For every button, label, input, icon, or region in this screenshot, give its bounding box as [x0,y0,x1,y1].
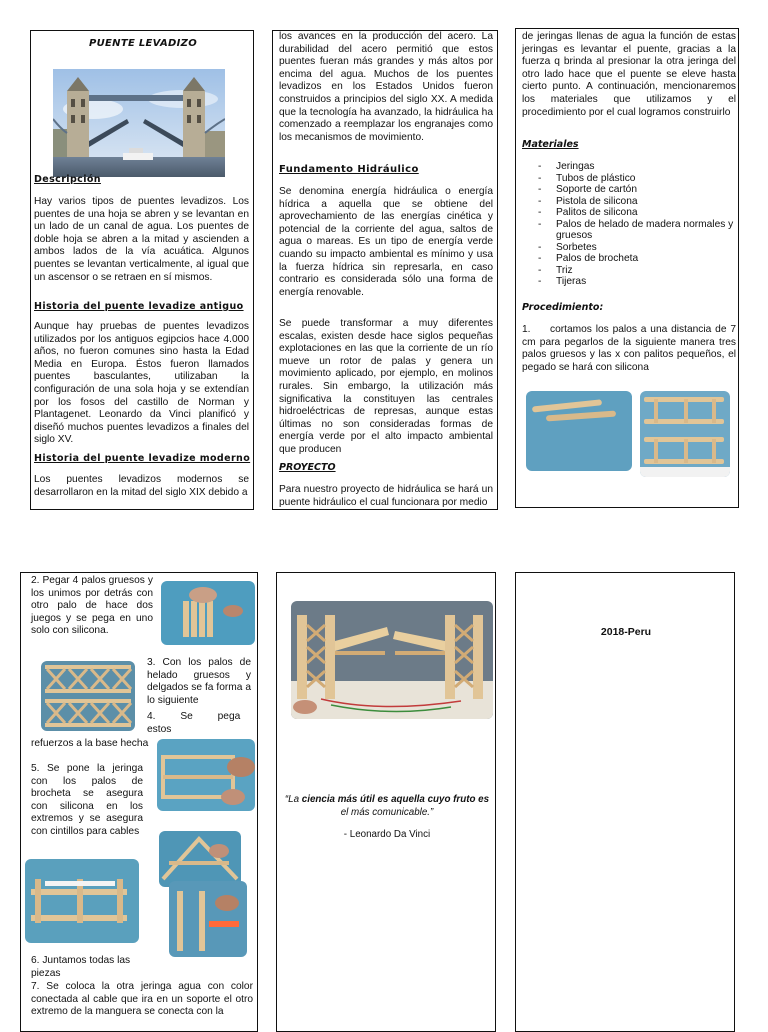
quote-main: ciencia más útil es aquella cuyo fruto es [301,794,490,805]
fundamento-heading: Fundamento Hidráulico [279,164,419,175]
step3-text: 3. Con los palos de helado gruesos y delgados se fa forma a lo siguiente [147,657,251,706]
list-item: - Pistola de silicona [556,196,739,208]
step4-text-a: 4. Se pega estos [147,711,241,735]
step5-text: 5. Se pone la jeringa con los palos de brocheta se asegura con silicona en los extremos y se asegura con cintillos para cables [31,763,143,837]
descripcion-text: Hay varios tipos de puentes levadizos. Los puentes de una hoja se abren y se levantan en un lado de un canal de agua. Los puentes de doble hoja se abren a la mitad y ascienden a ambos lados de la vía acuática. Algunos puentes se levantan verticalmente, al igual que un ascensor o se retraen en sí mismos. [34,196,249,283]
historia-moderno-heading: Historia del puente levadize moderno [34,453,251,464]
step4-text-b: refuerzos a la base hecha [31,738,149,749]
quote-author: - Leonardo Da Vinci [343,829,431,840]
historia-moderno-text: Los puentes levadizos modernos se desarrollaron en la mitad del siglo XIX debido a [34,474,249,498]
list-item: - Jeringas [556,161,739,173]
proyecto-heading: PROYECTO [279,462,336,473]
historia-antiguo-heading: Historia del puente levadize antiguo [34,301,244,312]
list-item: - Triz [556,265,739,277]
panel-puente-levadizo [30,30,254,510]
step1-text: cortamos los palos a una distancia de 7 cm para pegarlos de la siguiente manera tres palos gruesos y las x con palitos pequeños, el pegado se hará con silicona [522,324,736,373]
fundamento-text-1: Se denomina energía hidráulica o energía hídrica a aquella que se obtiene del aprovechamiento de las energías cinética y potencial de la corriente del agua, saltos de agua o mareas. Es un tipo de energía verde cuando su impacto ambiental es mínimo y usa la fuerza hídrica sin represarla, en caso contrario es considerada sólo una forma de energía renovable. [279,186,493,298]
finished-bridge-photo [291,601,493,719]
list-item: - Tubos de plástico [556,173,739,185]
step7-text: 7. Se coloca la otra jeringa agua con color conectada al cable que ira en un soporte el otro extremo de la manguera se conecta con la [31,981,253,1018]
step2-text: 2. Pegar 4 palos gruesos y los unimos por detrás con otro palo de hace dos juegos y se pega en uno solo con silicona. [31,575,153,637]
panel-quote [276,572,496,1032]
quote [277,793,496,819]
step5-photo-b [25,859,139,943]
quote-open: “La [284,794,302,805]
step5-photo-c [169,881,247,957]
cut-sticks-photo [526,391,632,471]
panel-procedimiento [20,572,258,1032]
proyecto-text: Para nuestro proyecto de hidráulica se hará un puente hidráulico el cual funcionara por medio [279,484,493,508]
quote-end: el más comunicable.” [340,807,434,818]
list-item: - Palos de helado de madera normales y gruesos [556,219,739,242]
panel-fundamento [272,30,498,510]
panel-back-cover [515,572,735,1032]
procedimiento-heading: Procedimiento: [522,302,604,313]
fundamento-text-2: Se puede transformar a muy diferentes escalas, existen desde hace siglos pequeñas explotaciones en las que la corriente de un río mueve un rotor de palas y genera un movimiento aplicado, por ejemplo, en molinos rurales. Sin embargo, la utilización más significativa la constituyen las centrales hidroeléctricas de represas, aunque estas últimas no son consideradas formas de energía verde por el alto impacto ambiental que producen [279,318,493,455]
x-frames-photo [41,661,135,731]
step6-text: 6. Juntamos todas las piezas [31,955,131,979]
historia-antiguo-text: Aunque hay pruebas de puentes levadizos utilizados por los antiguos egipcios hace 4.000 años, no fueron comunes sino hasta la Edad Media en Europa. Éstos fueron llamados puentes basculantes, utilizaban la configuración de una sola hoja y se extendían por los fosos del castillo de Norman y Plantagenet. Leonardo da Vinci planificó y diseñó muchos puentes levadizos a finales del siglo XV. [34,321,249,446]
list-item: - Palitos de silicona [556,207,739,219]
descripcion-heading: Descripción [34,174,101,185]
materiales-heading: Materiales [522,139,579,150]
tower-bridge-photo [53,69,225,177]
intro-text: de jeringas llenas de agua la función de estas jeringas es levantar el puente, gracias a la fuerza q brinda al presionar la otra jeringa del otro lado hace que el puente se eleve hasta cierto punto. A continuación, mencionaremos los materiales que utilizamos y el procedimiento por el cual logramos construirlo [522,31,736,118]
materiales-list [522,161,739,288]
intro-text: los avances en la producción del acero. La durabilidad del acero permitió que estos puentes fueran más grandes y más altos por encima del agua. Muchos de los puentes levadizos en los Estados Unidos fueron construidos a principios del siglo XX. A medida que la tecnología ha avanzado, la hidráulica ha comenzado a reemplazar los engranajes como los mecanismos de movimiento. [279,31,493,143]
list-item: - Soporte de cartón [556,184,739,196]
list-item: - Sorbetes [556,242,739,254]
list-item: - Tijeras [556,276,739,288]
step4-photo [157,739,255,811]
panel-title: PUENTE LEVADIZO [88,38,198,49]
stick-frames-photo [640,391,730,477]
list-item: - Palos de brocheta [556,253,739,265]
panel-materiales [515,28,739,508]
step1-number: 1. [522,324,531,335]
step5-photo-a [159,831,241,887]
step2-photo [161,581,255,645]
year-country: 2018-Peru [600,626,652,638]
